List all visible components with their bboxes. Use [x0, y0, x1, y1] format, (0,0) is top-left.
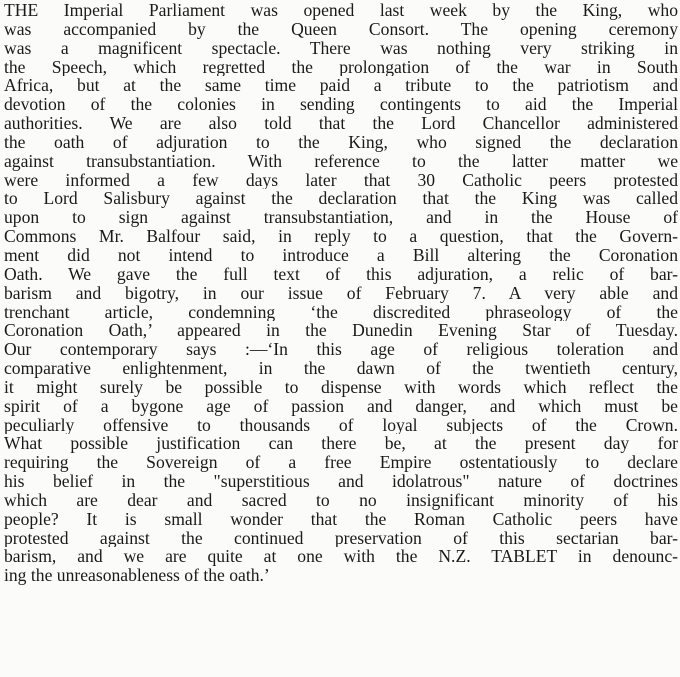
- article-line: ment did not intend to introduce a Bill altering the Coronation: [4, 245, 678, 265]
- article-line: people? It is small wonder that the Roman Catholic peers have: [4, 509, 678, 529]
- article-line: the Speech, which regretted the prolongation of the war in South: [4, 57, 678, 77]
- article-line: protested against the continued preservation of this sectarian bar-: [4, 528, 678, 548]
- article-line: barism and bigotry, in our issue of February 7. A very able and: [4, 283, 678, 303]
- article-line: comparative enlightenment, in the dawn of the twentieth century,: [4, 359, 678, 378]
- article-line: Our contemporary says :—‘In this age of religious toleration and: [4, 340, 678, 360]
- article-line: barism, and we are quite at one with the N.Z. TABLET in denounc-: [4, 547, 678, 567]
- article-line: upon to sign against transubstantiation, and in the House of: [4, 208, 678, 228]
- article-line: spirit of a bygone age of passion and danger, and which must be: [4, 396, 678, 416]
- article-line: was a magnificent spectacle. There was nothing very striking in: [4, 38, 678, 58]
- article-line: were informed a few days later that 30 Catholic peers protested: [4, 170, 678, 190]
- article-line: Oath. We gave the full text of this adjuration, a relic of bar-: [4, 264, 678, 284]
- article-line: which are dear and sacred to no insignificant minority of his: [4, 490, 678, 510]
- article-line: Africa, but at the same time paid a tribute to the patriotism and: [4, 76, 678, 96]
- article-line: THE Imperial Parliament was opened last week by the King, who: [4, 1, 678, 20]
- article-line: trenchant article, condemning ‘the discredited phraseology of the: [4, 302, 678, 322]
- article-line: was accompanied by the Queen Consort. The opening ceremony: [4, 19, 678, 39]
- article-line: it might surely be possible to dispense with words which reflect the: [4, 377, 678, 397]
- article-line: to Lord Salisbury against the declaration that the King was called: [4, 189, 678, 209]
- article-line: ing the unreasonableness of the oath.’: [4, 566, 270, 586]
- article-line: authorities. We are also told that the Lord Chancellor administered: [4, 114, 678, 133]
- article-paragraph: [4, 1, 678, 585]
- article-line: the oath of adjuration to the King, who signed the declaration: [4, 132, 678, 152]
- article-line: requiring the Sovereign of a free Empire ostentatiously to declare: [4, 453, 678, 473]
- article-line: Coronation Oath,’ appeared in the Dunedin Evening Star of Tuesday.: [4, 321, 678, 341]
- article-line: What possible justification can there be, at the present day for: [4, 434, 678, 454]
- article-line: against transubstantiation. With reference to the latter matter we: [4, 151, 678, 171]
- article-line: his belief in the "superstitious and idolatrous" nature of doctrines: [4, 472, 678, 491]
- article-line: peculiarly offensive to thousands of loyal subjects of the Crown.: [4, 415, 678, 435]
- article-line: devotion of the colonies in sending contingents to aid the Imperial: [4, 95, 678, 115]
- article-line: Commons Mr. Balfour said, in reply to a question, that the Govern-: [4, 227, 678, 246]
